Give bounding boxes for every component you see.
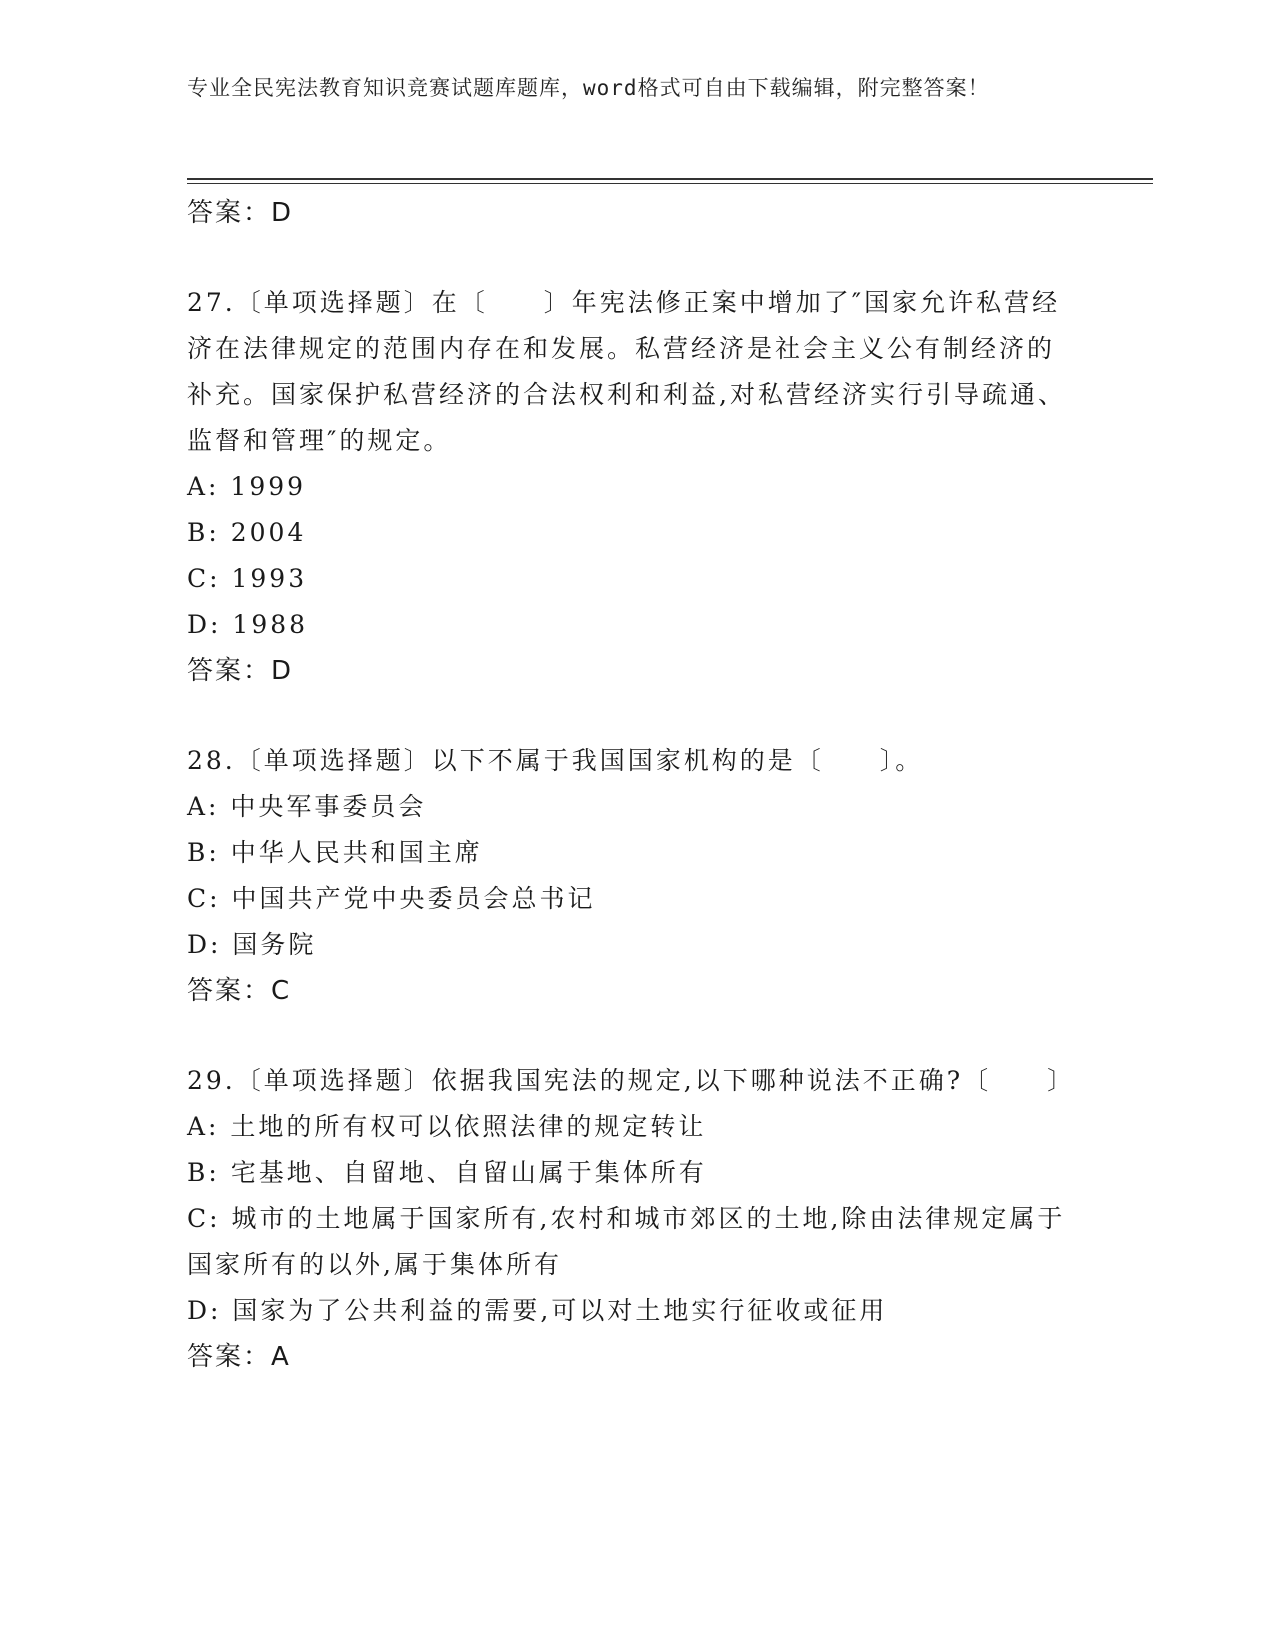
answer-line: 答案：D [187,198,294,228]
option-b: B: 2004 [187,518,307,547]
question-stem: 28.〔单项选择题〕以下不属于我国国家机构的是〔 〕。 [187,746,924,775]
option-c: C: 中国共产党中央委员会总书记 [187,884,596,913]
question-block [187,1058,1087,1380]
spacer [187,694,1087,738]
question-stem: 27.〔单项选择题〕在〔 〕年宪法修正案中增加了″国家允许私营经济在法律规定的范围内存在和发展。私营经济是社会主义公有制经济的补充。国家保护私营经济的合法权利和利益,对私营经济实行引导疏通、监督和管理″的规定。 [187,288,1066,455]
option-d: D: 国务院 [187,930,317,959]
option-b: B: 宅基地、自留地、自留山属于集体所有 [187,1158,707,1187]
header-rule-thick [187,178,1153,180]
answer-line: 答案：C [187,976,292,1006]
option-b: B: 中华人民共和国主席 [187,838,483,867]
spacer [187,236,1087,280]
option-a: A: 1999 [187,472,307,501]
question-block [187,738,1087,1014]
header-rule-thin [187,183,1153,184]
option-a: A: 土地的所有权可以依照法律的规定转让 [187,1112,707,1141]
answer-line: 答案：A [187,1342,291,1372]
question-block [187,280,1087,694]
option-a: A: 中央军事委员会 [187,792,427,821]
option-d: D: 1988 [187,610,309,639]
page-header: 专业全民宪法教育知识竞赛试题库题库，word格式可自由下载编辑，附完整答案！ [187,76,990,100]
answer-line: 答案：D [187,656,294,686]
spacer [187,1014,1087,1058]
content-area [187,190,1087,1380]
question-stem: 29.〔单项选择题〕依据我国宪法的规定,以下哪种说法不正确?〔 〕 [187,1066,1076,1095]
option-c: C: 城市的土地属于国家所有,农村和城市郊区的土地,除由法律规定属于国家所有的以外,属于集体所有 [187,1204,1066,1279]
option-c: C: 1993 [187,564,308,593]
option-d: D: 国家为了公共利益的需要,可以对土地实行征收或征用 [187,1296,888,1325]
